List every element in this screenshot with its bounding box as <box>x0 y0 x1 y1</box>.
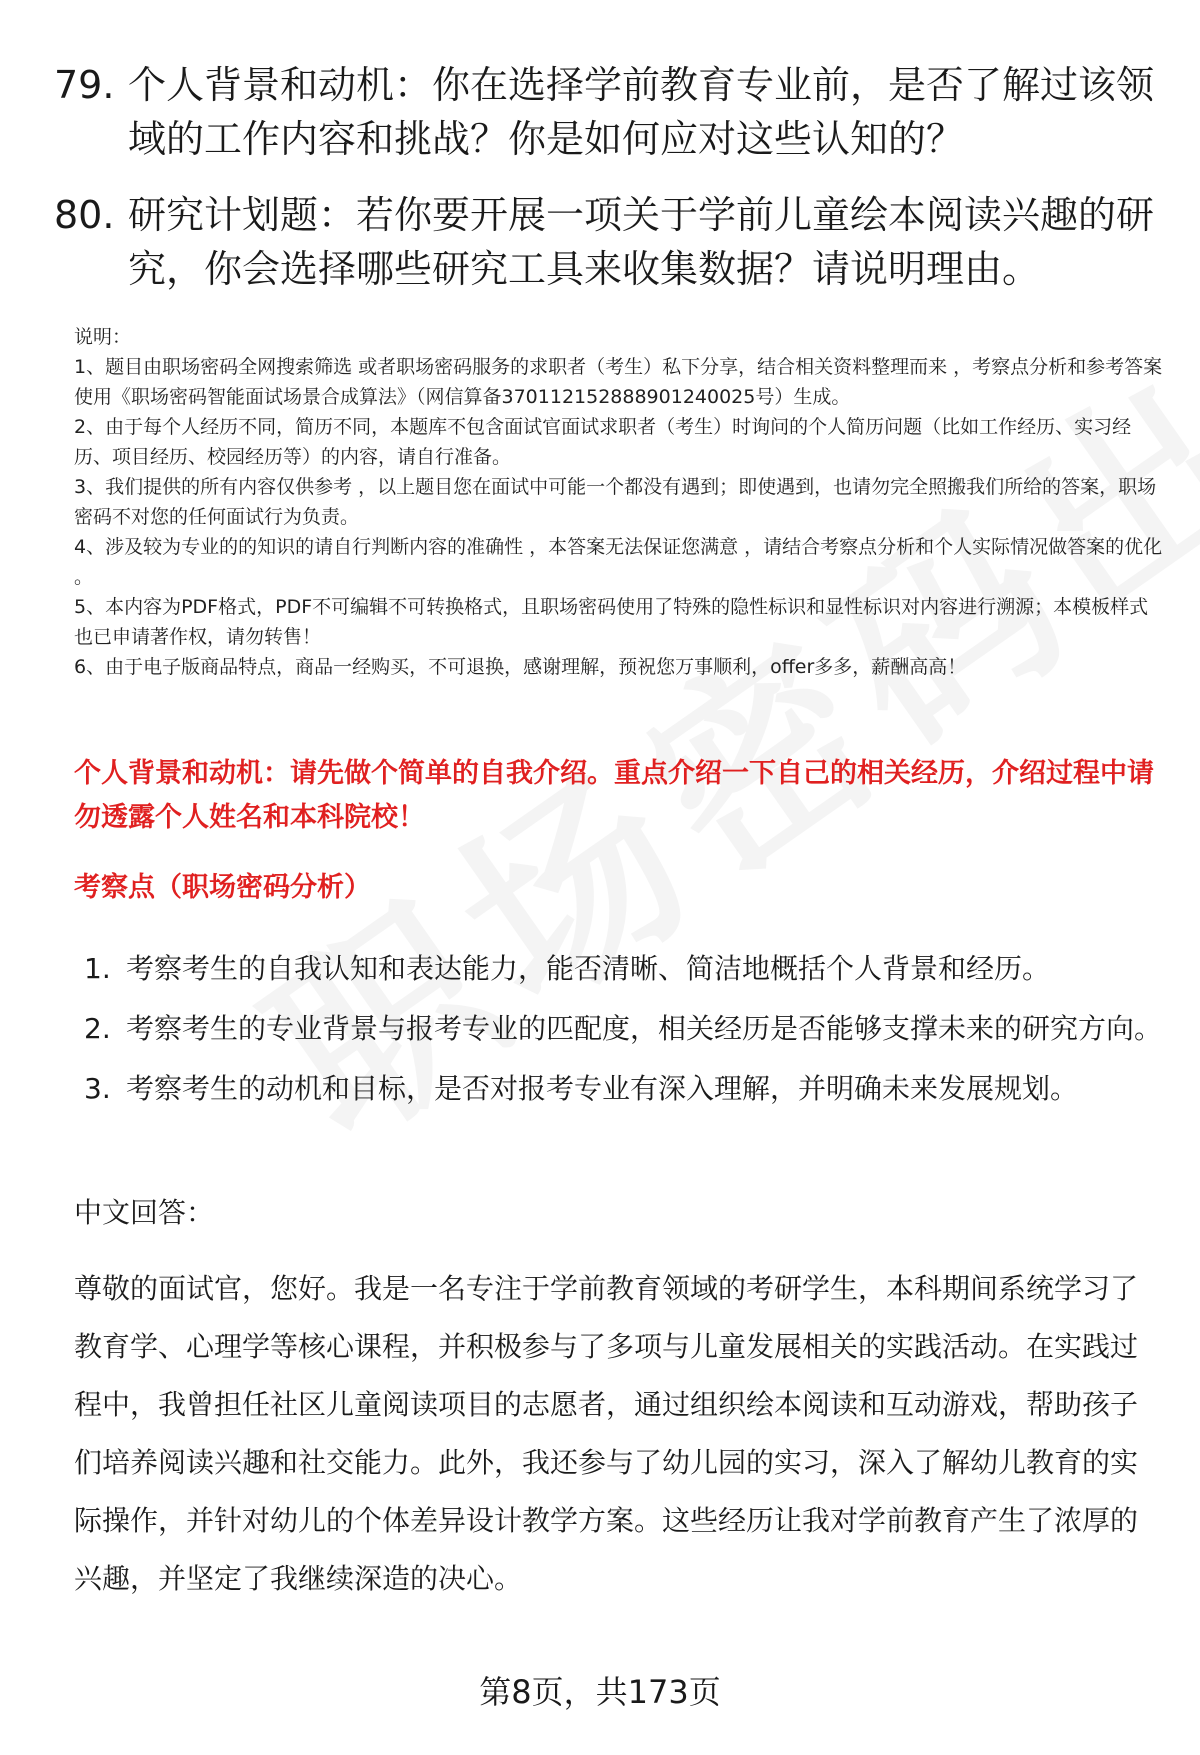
page-footer: 第8页，共173页 <box>479 1673 721 1711</box>
answer-text: 尊敬的面试官，您好。我是一名专注于学前教育领域的考研学生，本科期间系统学习了教育学、心理学等核心课程，并积极参与了多项与儿童发展相关的实践活动。在实践过程中，我曾担任社区儿童阅读项目的志愿者，通过组织绘本阅读和互动游戏，帮助孩子们培养阅读兴趣和社交能力。此外，我还参与了幼儿园的实习，深入了解幼儿教育的实际操作，并针对幼儿的个体差异设计教学方案。这些经历让我对学前教育产生了浓厚的兴趣，并坚定了我继续深造的决心。 <box>74 1272 1139 1595</box>
disclaimer-notes <box>74 322 1164 682</box>
note-item: 5、本内容为PDF格式，PDF不可编辑不可转换格式，且职场密码使用了特殊的隐性标识和显性标识对内容进行溯源；本模板样式也已申请著作权，请勿转售！ <box>74 596 1149 648</box>
point-text: 考察考生的动机和目标，是否对报考专业有深入理解，并明确未来发展规划。 <box>126 1072 1079 1105</box>
analysis-heading: 考察点（职场密码分析） <box>74 872 371 903</box>
note-item: 1、题目由职场密码全网搜索筛选 或者职场密码服务的求职者（考生）私下分享，结合相关资料整理而来 ，考察点分析和参考答案使用《职场密码智能面试场景合成算法》（网信算备370112152888901240025号）生成。 <box>74 356 1163 408</box>
note-item: 3、我们提供的所有内容仅供参考 ，以上题目您在面试中可能一个都没有遇到；即使遇到，也请勿完全照搬我们所给的答案，职场密码不对您的任何面试行为负责。 <box>74 476 1157 528</box>
question-number: 79. <box>54 63 115 107</box>
featured-question: 个人背景和动机：请先做个简单的自我介绍。重点介绍一下自己的相关经历，介绍过程中请勿透露个人姓名和本科院校！ <box>74 758 1154 833</box>
analysis-point <box>74 1060 1164 1118</box>
point-number: 1. <box>84 952 111 985</box>
analysis-point <box>74 940 1164 998</box>
note-item: 6、由于电子版商品特点，商品一经购买，不可退换，感谢理解，预祝您万事顺利，offer多多，薪酬高高！ <box>74 656 967 678</box>
point-number: 3. <box>84 1072 111 1105</box>
question-text: 个人背景和动机：你在选择学前教育专业前，是否了解过该领域的工作内容和挑战？你是如何应对这些认知的？ <box>128 63 1155 161</box>
notes-heading: 说明： <box>74 326 132 348</box>
analysis-point <box>74 1000 1164 1058</box>
point-number: 2. <box>84 1012 111 1045</box>
point-text: 考察考生的专业背景与报考专业的匹配度，相关经历是否能够支撑未来的研究方向。 <box>126 1012 1163 1045</box>
note-item: 4、涉及较为专业的的知识的请自行判断内容的准确性 ，本答案无法保证您满意 ，请结合考察点分析和个人实际情况做答案的优化 。 <box>74 536 1163 588</box>
note-item: 2、由于每个人经历不同，简历不同，本题库不包含面试官面试求职者（考生）时询问的个人简历问题（比如工作经历、实习经历、项目经历、校园经历等）的内容，请自行准备。 <box>74 416 1132 468</box>
question-text: 研究计划题：若你要开展一项关于学前儿童绘本阅读兴趣的研究，你会选择哪些研究工具来收集数据？请说明理由。 <box>128 193 1155 291</box>
question-79 <box>54 58 1164 166</box>
answer-label: 中文回答： <box>74 1196 215 1229</box>
question-80 <box>54 188 1164 296</box>
analysis-points <box>74 940 1164 1120</box>
point-text: 考察考生的自我认知和表达能力，能否清晰、简洁地概括个人背景和经历。 <box>126 952 1051 985</box>
question-number: 80. <box>54 193 115 237</box>
